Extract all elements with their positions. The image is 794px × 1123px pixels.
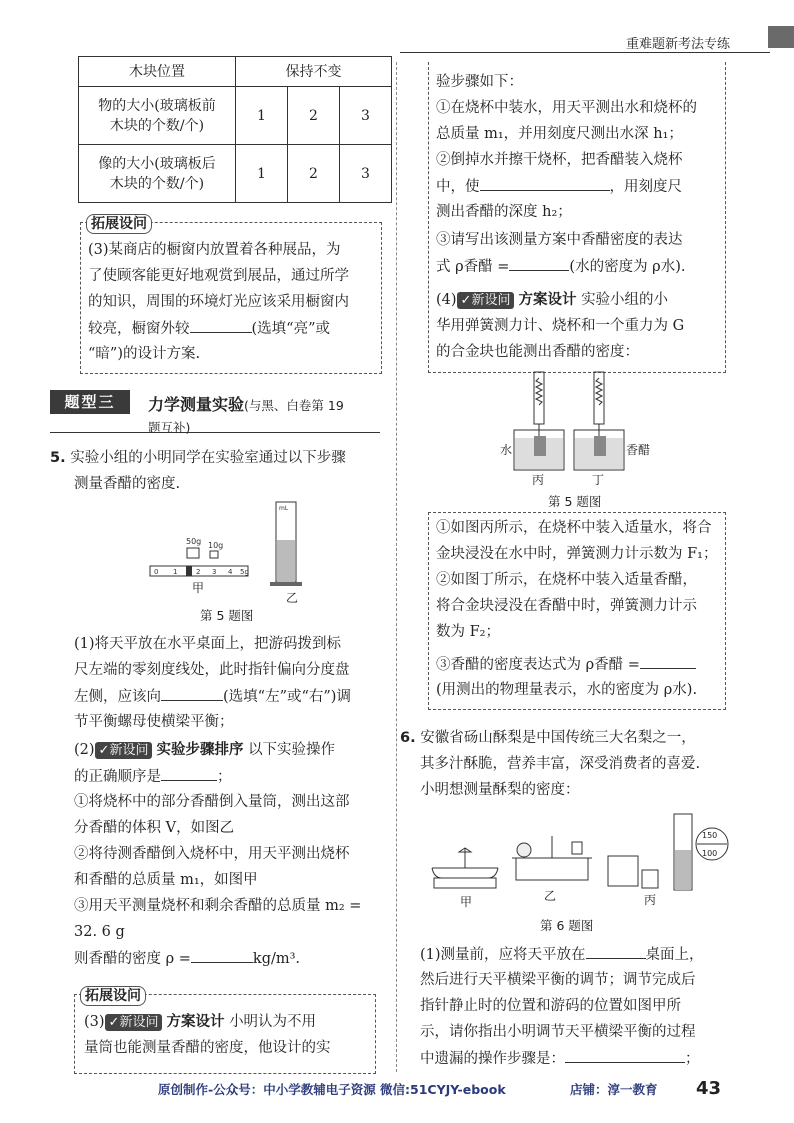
fig-yi-label: 乙 (286, 591, 299, 605)
cylinder-base (270, 582, 302, 586)
weight-50g-label: 50g (186, 537, 202, 546)
table-cell: 3 (339, 87, 391, 145)
text-line: 华用弹簧测力计、烧杯和一个重力为 G (436, 318, 685, 334)
new-question-tag: ✓新设问 (95, 742, 153, 759)
text-line: ①如图丙所示，在烧杯中装入适量水，将合 (436, 520, 712, 536)
text-line: 金块浸没在水中时，弹簧测力计示数为 F₁； (436, 546, 718, 562)
scale-tick-2: 2 (196, 568, 201, 576)
text-line: ①在烧杯中装水，用天平测出水和烧杯的 (436, 100, 697, 116)
answer-blank[interactable] (161, 766, 217, 781)
text-line: 小明想测量酥梨的密度： (420, 782, 580, 798)
section-note: 题互补) (148, 420, 191, 435)
table-cell: 1 (236, 145, 288, 203)
spring-coil-right (596, 378, 602, 405)
text-line: 和香醋的总质量 m₁，如图甲 (74, 872, 258, 888)
answer-blank[interactable] (586, 944, 646, 959)
text-line: ②将待测香醋倒入烧杯中，用天平测出烧杯 (74, 846, 350, 862)
new-question-tag: ✓新设问 (457, 292, 515, 309)
fig-bing-label: 丙 (532, 473, 545, 487)
weight-50g (187, 548, 199, 558)
cylinder-6-liquid (675, 850, 691, 890)
text-line: 则香醋的密度 ρ = kg/m³. (74, 948, 300, 969)
spring-coil-left (536, 378, 542, 405)
text-line: “暗”)的设计方案. (88, 346, 201, 362)
column-divider (396, 62, 397, 1072)
text-line: 了使顾客能更好地观赏到展品，通过所学 (88, 268, 349, 284)
figure-6-caption: 第 6 题图 (540, 918, 594, 933)
table-cell: 2 (287, 87, 339, 145)
series-title: 重难题新考法专练 (626, 37, 731, 52)
scale-tick-1: 1 (173, 568, 178, 576)
table-header-unchanged: 保持不变 (236, 57, 392, 87)
cylinder-liquid (277, 540, 295, 582)
scale-ticks (154, 568, 249, 576)
text-line: ①将烧杯中的部分香醋倒入量筒，测出这部 (74, 794, 350, 810)
text-line: 32. 6 g (74, 924, 125, 940)
balance-yi-base (516, 858, 588, 880)
cylinder-unit: mL (279, 505, 289, 512)
weight-10g (210, 551, 218, 558)
text-line: 的合金块也能测出香醋的密度： (436, 344, 639, 360)
text-line: (用测出的物理量表示，水的密度为 ρ水). (436, 682, 698, 698)
data-table (78, 56, 392, 203)
table-cell: 1 (236, 87, 288, 145)
text-line: ③香醋的密度表达式为 ρ香醋 = (436, 654, 696, 675)
figure-5-spring-scales (496, 370, 676, 490)
text-line: 节平衡螺母使横梁平衡； (74, 714, 234, 730)
new-question-tag: ✓新设问 (105, 1014, 163, 1031)
header-right-band (768, 26, 794, 48)
table-cell: 2 (287, 145, 339, 203)
question-5-line: 5. 实验小组的小明同学在实验室通过以下步骤 (50, 450, 346, 466)
text-line: (3) ✓新设问 方案设计 小明认为不用 (84, 1014, 317, 1030)
text-line: 数为 F₂； (436, 624, 500, 640)
answer-blank[interactable] (640, 654, 696, 669)
section-title: 力学测量实验(与黑、白卷第 19 (148, 395, 344, 414)
water-label: 水 (500, 443, 513, 457)
text-line: 然后进行天平横梁平衡的调节；调节完成后 (420, 972, 696, 988)
scale-tick-5: 5g (240, 568, 249, 576)
balance-jia (432, 848, 498, 878)
yi-weights (572, 842, 582, 854)
extension-label: 拓展设问 (86, 214, 152, 234)
text-line: ②倒掉水并擦干烧杯，把香醋装入烧杯 (436, 152, 683, 168)
figure-5-caption-2: 第 5 题图 (548, 494, 602, 509)
footer-shop: 店铺：淳一教育 (570, 1082, 658, 1097)
text-line: 尺左端的零刻度线处，此时指针偏向分度盘 (74, 662, 350, 678)
zoom-label-100: 100 (702, 849, 718, 858)
header-rule (400, 52, 770, 53)
text-line: 中，使 ，用刻度尺 (436, 176, 682, 197)
text-line: 分香醋的体积 V，如图乙 (74, 820, 235, 836)
balance-jia-base (434, 878, 496, 888)
vinegar-label: 香醋 (626, 443, 651, 457)
text-line: (1)测量前，应将天平放在 桌面上， (420, 944, 704, 965)
text-line: 左侧，应该向 (选填“左”或“右”)调 (74, 686, 351, 707)
text-line: 测量香醋的密度. (74, 476, 181, 492)
text-line: (2) ✓新设问 实验步骤排序 以下实验操作 (74, 742, 336, 758)
fig-jia-label: 甲 (192, 581, 205, 595)
overflow-cup (608, 856, 638, 886)
alloy-block-left (534, 436, 546, 456)
section-rule (50, 432, 380, 433)
text-line: 将合金块浸没在香醋中时，弹簧测力计示 (436, 598, 697, 614)
page-number: 43 (696, 1078, 722, 1099)
pear (517, 843, 531, 857)
text-line: (1)将天平放在水平桌面上，把游码拨到标 (74, 636, 342, 652)
text-line: 式 ρ香醋 = (水的密度为 ρ水). (436, 256, 685, 277)
text-line: 的正确顺序是 ； (74, 766, 232, 787)
extension-box (74, 994, 376, 1074)
text-line: 示，请你指出小明调节天平横梁平衡的过程 (420, 1024, 696, 1040)
fig-ding-label: 丁 (592, 473, 605, 487)
text-line: 总质量 m₁，并用刻度尺测出水深 h₁； (436, 126, 683, 142)
answer-blank[interactable] (191, 948, 253, 963)
answer-blank[interactable] (509, 256, 569, 271)
scale-tick-3: 3 (212, 568, 217, 576)
text-line: (4) ✓新设问 方案设计 实验小组的小 (436, 292, 669, 308)
text-line: (3)某商店的橱窗内放置着各种展品，为 (88, 242, 341, 258)
table-row-label: 物的大小(玻璃板前 木块的个数/个) (79, 87, 236, 145)
fig-yi-label: 乙 (544, 889, 557, 903)
question-6-line: 6. 安徽省砀山酥梨是中国传统三大名梨之一， (400, 730, 696, 746)
table-cell: 3 (339, 145, 391, 203)
rider (186, 566, 192, 576)
table-row-label: 像的大小(玻璃板后 木块的个数/个) (79, 145, 236, 203)
fig-bing-label: 丙 (644, 893, 657, 907)
text-line: ③请写出该测量方案中香醋密度的表达 (436, 232, 683, 248)
text-line: 测出香醋的深度 h₂； (436, 204, 572, 220)
section-badge: 题型三 (50, 390, 130, 414)
footer-source: 原创制作-公众号：中小学教辅电子资源 微信:51CYJY-ebook (158, 1082, 506, 1097)
small-beaker (642, 870, 658, 888)
text-line: 验步骤如下： (436, 74, 523, 90)
scale-tick-0: 0 (154, 568, 159, 576)
extension-label: 拓展设问 (80, 986, 146, 1006)
table-header-position: 木块位置 (79, 57, 236, 87)
text-line: 量筒也能测量香醋的密度，他设计的实 (84, 1040, 331, 1056)
text-line: 其多汁酥脆，营养丰富，深受消费者的喜爱. (420, 756, 701, 772)
answer-blank[interactable] (480, 176, 610, 191)
text-line: ②如图丁所示，在烧杯中装入适量香醋， (436, 572, 697, 588)
figure-6-balances (412, 806, 732, 914)
scale-tick-4: 4 (228, 568, 233, 576)
text-line: 中遗漏的操作步骤是： ； (420, 1048, 700, 1069)
zoom-label-150: 150 (702, 831, 718, 840)
figure-5-caption: 第 5 题图 (200, 608, 254, 623)
answer-blank[interactable] (190, 318, 252, 333)
figure-5-balance-and-cylinder (140, 496, 320, 606)
fig-jia-label: 甲 (460, 895, 473, 909)
text-line: 较亮，橱窗外较 (选填“亮”或 (88, 318, 330, 339)
answer-blank[interactable] (161, 686, 223, 701)
text-line: 的知识，周围的环境灯光应该采用橱窗内 (88, 294, 349, 310)
weight-10g-label: 10g (208, 541, 224, 550)
answer-blank[interactable] (565, 1048, 685, 1063)
text-line: ③用天平测量烧杯和剩余香醋的总质量 m₂ = (74, 898, 362, 914)
alloy-block-right (594, 436, 606, 456)
text-line: 指针静止时的位置和游码的位置如图甲所 (420, 998, 681, 1014)
